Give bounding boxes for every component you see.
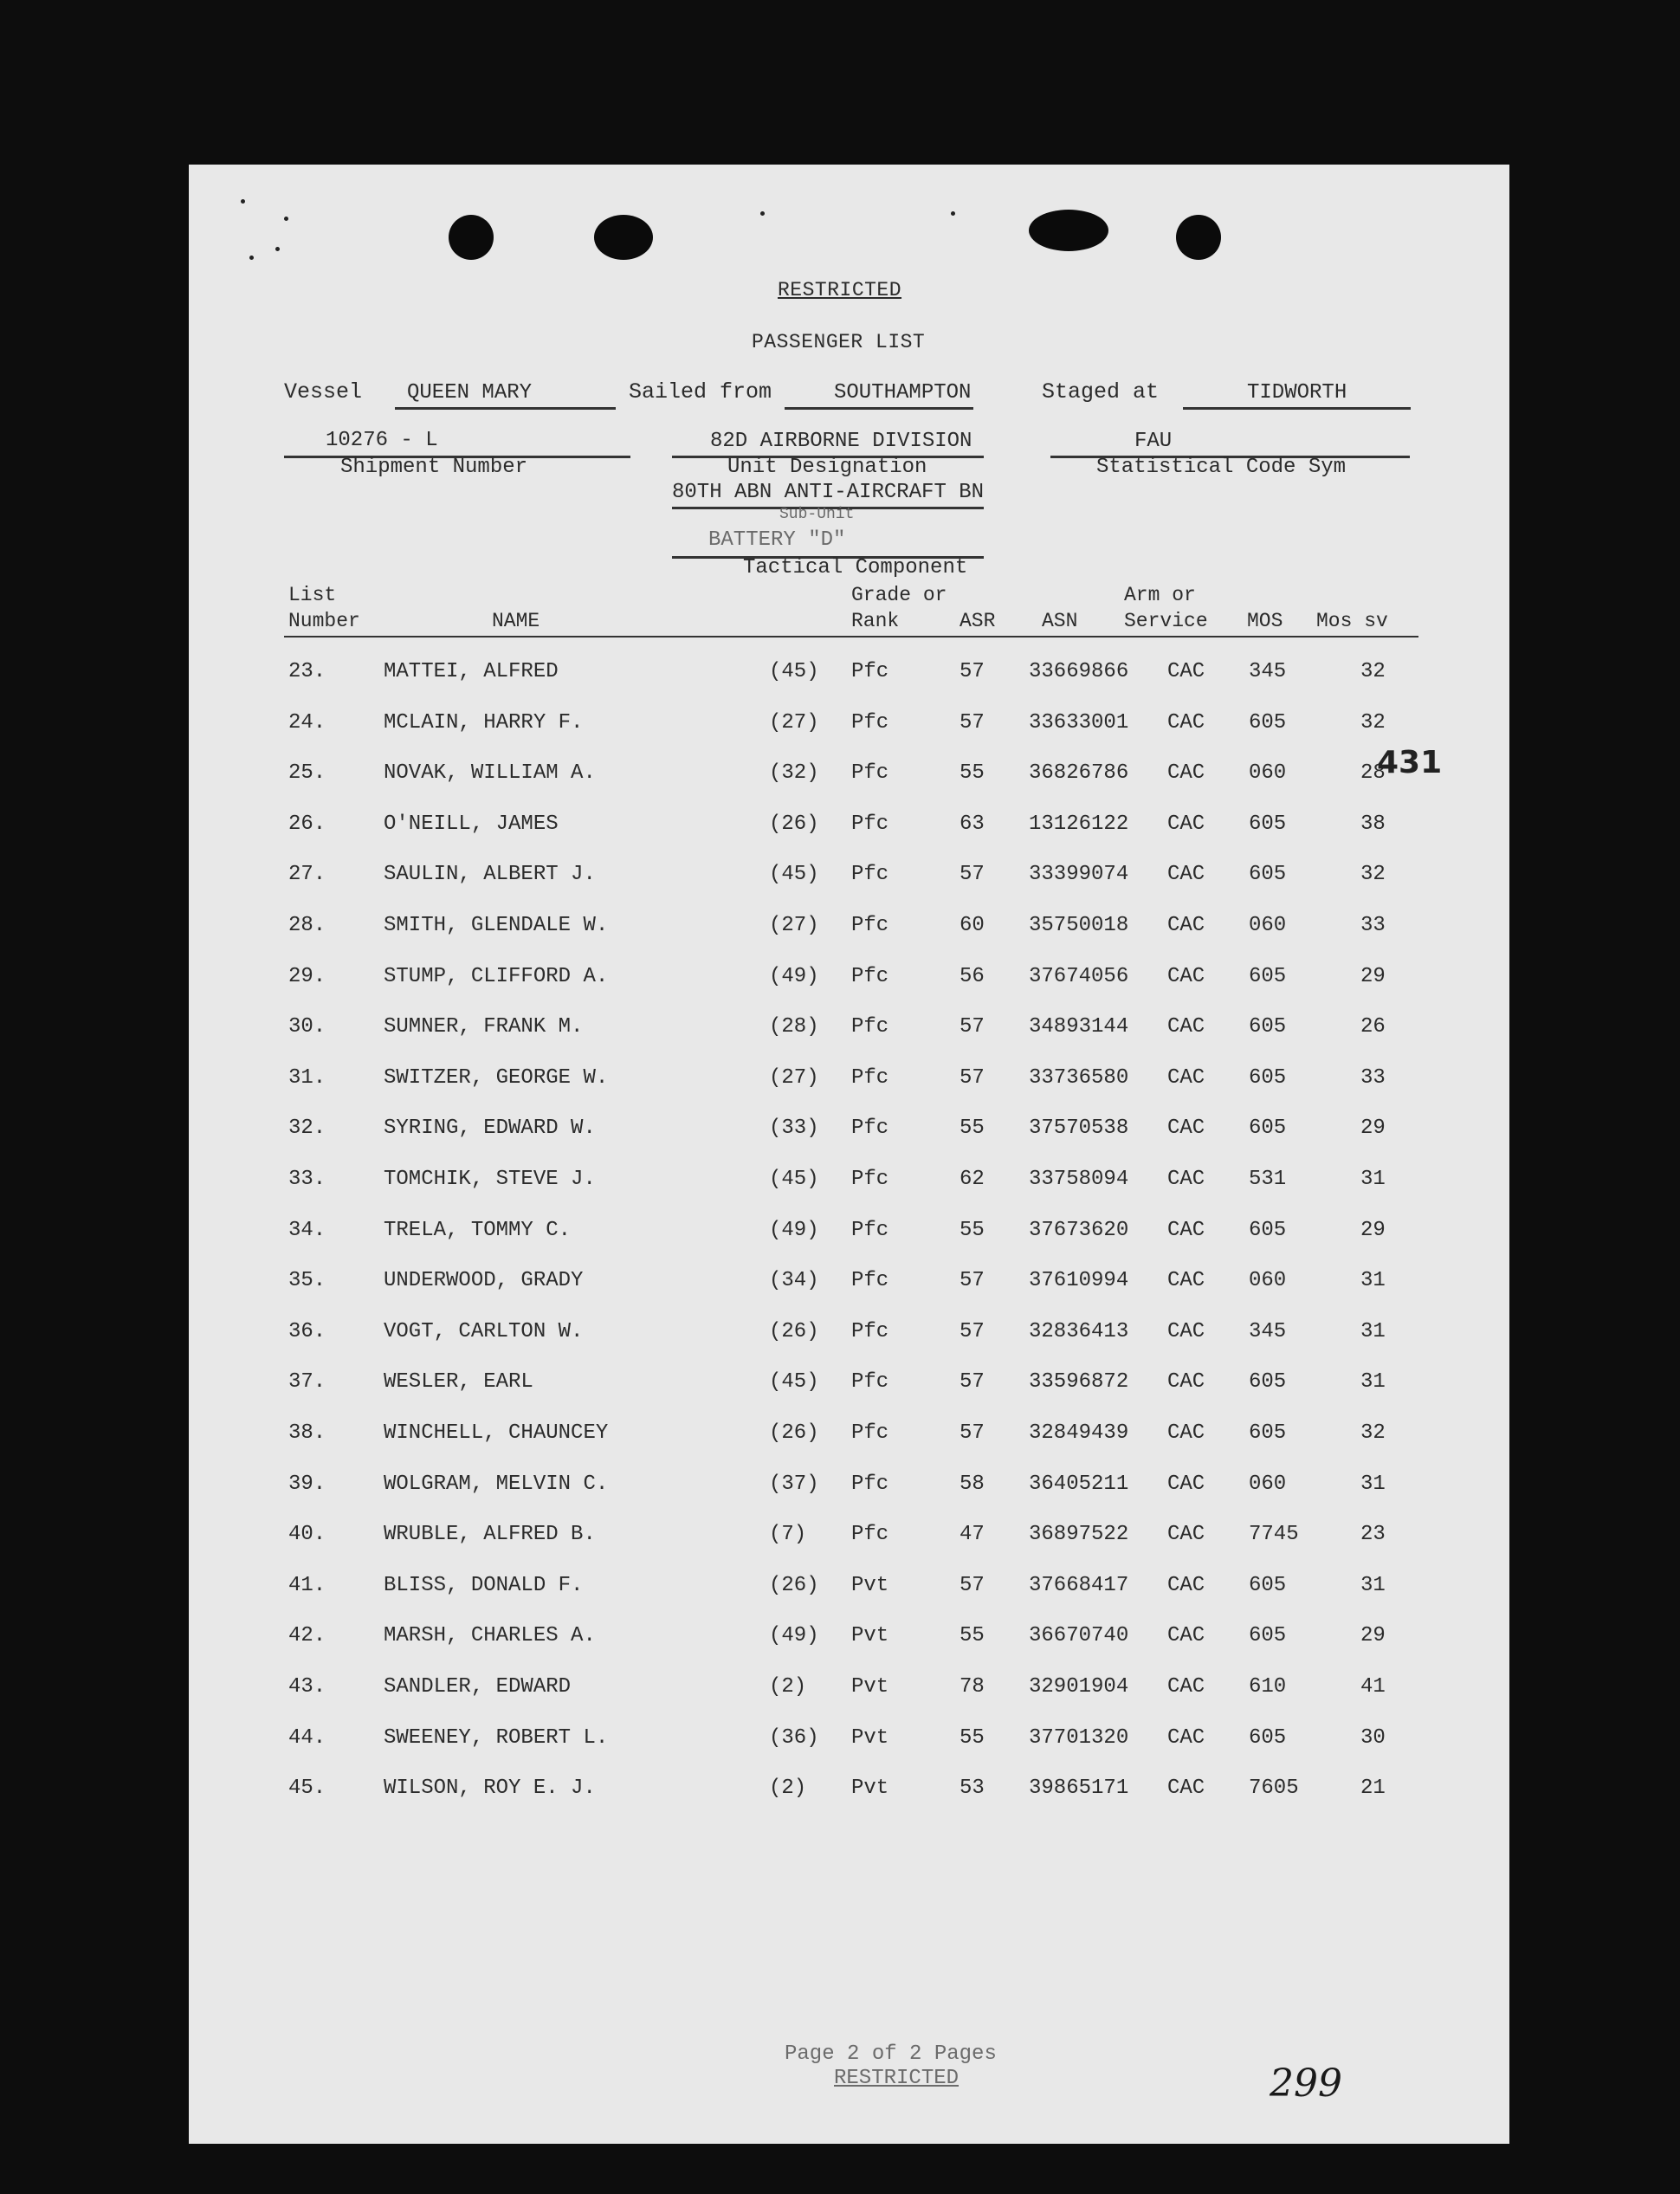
list-number-cell: 34. [288, 1218, 326, 1242]
sub-unit-label: Sub-Unit [779, 506, 855, 523]
table-row [189, 660, 1509, 695]
shipment-label: Shipment Number [340, 456, 528, 479]
rank-cell: Pfc [851, 914, 889, 937]
arm-cell: CAC [1167, 1777, 1205, 1801]
table-row [189, 1219, 1509, 1253]
classification-bottom: RESTRICTED [834, 2067, 960, 2090]
classification-top: RESTRICTED [778, 279, 902, 301]
list-number-cell: 33. [288, 1168, 326, 1191]
table-row [189, 1320, 1509, 1355]
document-page [189, 165, 1509, 2144]
arm-cell: CAC [1167, 1218, 1205, 1242]
age-cell: (45) [769, 1168, 819, 1191]
mos-cell: 605 [1249, 863, 1287, 887]
arm-cell: CAC [1167, 761, 1205, 786]
asn-cell: 33669866 [1029, 660, 1129, 683]
rank-cell: Pfc [851, 1168, 889, 1191]
mos-cell: 345 [1249, 660, 1287, 683]
staged-label: Staged at [1042, 379, 1160, 404]
table-row [189, 812, 1509, 847]
age-cell: (36) [769, 1725, 819, 1750]
list-number-cell: 38. [288, 1421, 326, 1445]
table-row [189, 863, 1509, 897]
stat-code-value: FAU [1134, 430, 1173, 453]
mos-sv-cell: 32 [1360, 863, 1386, 887]
name-cell: WESLER, EARL [384, 1370, 533, 1395]
punch-hole [594, 215, 653, 260]
name-cell: UNDERWOOD, GRADY [384, 1269, 584, 1293]
mos-cell: 605 [1249, 1421, 1287, 1445]
asn-cell: 32901904 [1029, 1675, 1129, 1699]
mos-sv-cell: 30 [1360, 1725, 1386, 1750]
asn-cell: 33399074 [1029, 863, 1129, 887]
mos-cell: 605 [1249, 1116, 1287, 1141]
asn-cell: 32849439 [1029, 1421, 1129, 1445]
unit-value: 82D AIRBORNE DIVISION [710, 430, 972, 453]
mos-sv-cell: 32 [1360, 1421, 1386, 1445]
name-cell: TRELA, TOMMY C. [384, 1218, 572, 1242]
asn-cell: 36897522 [1029, 1523, 1129, 1547]
sailed-value: SOUTHAMPTON [834, 381, 972, 404]
col-header-grade: Grade or Rank [851, 584, 947, 632]
rank-cell: Pvt [851, 1624, 889, 1648]
age-cell: (37) [769, 1472, 819, 1496]
name-cell: MCLAIN, HARRY F. [384, 710, 584, 735]
page-title: PASSENGER LIST [752, 331, 926, 353]
mos-sv-cell: 33 [1360, 914, 1386, 937]
name-cell: WOLGRAM, MELVIN C. [384, 1472, 609, 1496]
shipment-number: 10276 - L [326, 429, 438, 452]
name-cell: SYRING, EDWARD W. [384, 1116, 596, 1141]
name-cell: SWEENEY, ROBERT L. [384, 1725, 609, 1750]
list-number-cell: 37. [288, 1370, 326, 1395]
staged-value: TIDWORTH [1247, 381, 1347, 404]
asr-cell: 55 [960, 1116, 985, 1141]
name-cell: NOVAK, WILLIAM A. [384, 761, 596, 786]
age-cell: (26) [769, 1421, 819, 1445]
list-number-cell: 43. [288, 1675, 326, 1699]
asn-cell: 36670740 [1029, 1624, 1129, 1648]
asr-cell: 57 [960, 1065, 985, 1090]
age-cell: (45) [769, 1370, 819, 1395]
rank-cell: Pfc [851, 710, 889, 735]
punch-hole [449, 215, 494, 260]
mos-sv-cell: 29 [1360, 1218, 1386, 1242]
asn-cell: 37674056 [1029, 964, 1129, 988]
asr-cell: 55 [960, 1218, 985, 1242]
asn-cell: 37610994 [1029, 1269, 1129, 1293]
rank-cell: Pfc [851, 1015, 889, 1039]
mos-sv-cell: 31 [1360, 1168, 1386, 1191]
rank-cell: Pfc [851, 812, 889, 836]
col-header-asr: ASR [960, 610, 996, 632]
age-cell: (28) [769, 1015, 819, 1039]
asr-cell: 60 [960, 914, 985, 937]
asn-cell: 32836413 [1029, 1319, 1129, 1343]
asn-cell: 33758094 [1029, 1168, 1129, 1191]
asn-cell: 35750018 [1029, 914, 1129, 937]
unit-label: Unit Designation [727, 456, 927, 479]
name-cell: SUMNER, FRANK M. [384, 1015, 584, 1039]
punch-hole [1029, 210, 1108, 251]
asr-cell: 62 [960, 1168, 985, 1191]
rank-cell: Pfc [851, 1472, 889, 1496]
mos-cell: 605 [1249, 1065, 1287, 1090]
mos-cell: 605 [1249, 1015, 1287, 1039]
mos-sv-cell: 32 [1360, 660, 1386, 683]
table-row [189, 1777, 1509, 1811]
mos-cell: 7745 [1249, 1523, 1299, 1547]
table-row [189, 1726, 1509, 1761]
mos-sv-cell: 32 [1360, 710, 1386, 735]
rank-cell: Pfc [851, 1370, 889, 1395]
asn-cell: 37570538 [1029, 1116, 1129, 1141]
mos-sv-cell: 31 [1360, 1319, 1386, 1343]
asr-cell: 47 [960, 1523, 985, 1547]
name-cell: WINCHELL, CHAUNCEY [384, 1421, 609, 1445]
table-row [189, 965, 1509, 1000]
battery-value: BATTERY "D" [708, 528, 846, 552]
mos-sv-cell: 31 [1360, 1269, 1386, 1293]
age-cell: (32) [769, 761, 819, 786]
name-cell: O'NEILL, JAMES [384, 812, 559, 836]
asr-cell: 55 [960, 1725, 985, 1750]
rank-cell: Pvt [851, 1573, 889, 1597]
col-header-arm: Arm or Service [1124, 584, 1208, 632]
table-row [189, 1168, 1509, 1202]
name-cell: SAULIN, ALBERT J. [384, 863, 596, 887]
asr-cell: 57 [960, 1269, 985, 1293]
asn-cell: 36405211 [1029, 1472, 1129, 1496]
mos-sv-cell: 31 [1360, 1573, 1386, 1597]
age-cell: (2) [769, 1675, 807, 1699]
arm-cell: CAC [1167, 1370, 1205, 1395]
asn-cell: 37668417 [1029, 1573, 1129, 1597]
mos-sv-cell: 29 [1360, 1624, 1386, 1648]
asr-cell: 57 [960, 1015, 985, 1039]
list-number-cell: 40. [288, 1523, 326, 1547]
mos-cell: 345 [1249, 1319, 1287, 1343]
table-row [189, 1523, 1509, 1557]
age-cell: (45) [769, 660, 819, 683]
mos-cell: 605 [1249, 1218, 1287, 1242]
col-header-mos: MOS [1247, 610, 1283, 632]
page-count: Page 2 of 2 Pages [785, 2042, 997, 2066]
age-cell: (45) [769, 863, 819, 887]
arm-cell: CAC [1167, 1116, 1205, 1141]
table-row [189, 914, 1509, 948]
rank-cell: Pfc [851, 1269, 889, 1293]
asr-cell: 55 [960, 1624, 985, 1648]
arm-cell: CAC [1167, 914, 1205, 937]
age-cell: (33) [769, 1116, 819, 1141]
col-header-mos-sv: Mos sv [1316, 610, 1388, 632]
asr-cell: 53 [960, 1777, 985, 1801]
list-number-cell: 23. [288, 660, 326, 683]
mos-cell: 610 [1249, 1675, 1287, 1699]
mos-sv-cell: 41 [1360, 1675, 1386, 1699]
age-cell: (34) [769, 1269, 819, 1293]
arm-cell: CAC [1167, 1725, 1205, 1750]
asr-cell: 57 [960, 863, 985, 887]
mos-sv-cell: 31 [1360, 1370, 1386, 1395]
age-cell: (7) [769, 1523, 807, 1547]
arm-cell: CAC [1167, 812, 1205, 836]
mos-sv-cell: 29 [1360, 964, 1386, 988]
table-row [189, 1370, 1509, 1405]
asr-cell: 56 [960, 964, 985, 988]
list-number-cell: 35. [288, 1269, 326, 1293]
asr-cell: 55 [960, 761, 985, 786]
list-number-cell: 26. [288, 812, 326, 836]
tactical-label: Tactical Component [743, 556, 968, 579]
table-row [189, 1574, 1509, 1608]
rank-cell: Pfc [851, 1065, 889, 1090]
asn-cell: 33633001 [1029, 710, 1129, 735]
mos-cell: 7605 [1249, 1777, 1299, 1801]
rank-cell: Pfc [851, 1421, 889, 1445]
table-row [189, 1472, 1509, 1507]
arm-cell: CAC [1167, 1015, 1205, 1039]
arm-cell: CAC [1167, 1421, 1205, 1445]
name-cell: STUMP, CLIFFORD A. [384, 964, 609, 988]
age-cell: (26) [769, 1573, 819, 1597]
asr-cell: 57 [960, 1573, 985, 1597]
mos-sv-cell: 31 [1360, 1472, 1386, 1496]
mos-sv-cell: 29 [1360, 1116, 1386, 1141]
rank-cell: Pfc [851, 1116, 889, 1141]
rank-cell: Pvt [851, 1675, 889, 1699]
mos-cell: 605 [1249, 1725, 1287, 1750]
table-row [189, 1015, 1509, 1050]
table-row [189, 1675, 1509, 1710]
sub-unit-value: 80TH ABN ANTI-AIRCRAFT BN [672, 481, 985, 504]
table-row [189, 1269, 1509, 1304]
table-row [189, 1624, 1509, 1659]
mos-cell: 605 [1249, 710, 1287, 735]
rank-cell: Pfc [851, 1319, 889, 1343]
age-cell: (27) [769, 1065, 819, 1090]
asn-cell: 33736580 [1029, 1065, 1129, 1090]
table-row [189, 711, 1509, 746]
asn-cell: 36826786 [1029, 761, 1129, 786]
name-cell: SWITZER, GEORGE W. [384, 1065, 609, 1090]
table-row [189, 1421, 1509, 1456]
asr-cell: 57 [960, 1319, 985, 1343]
rank-cell: Pfc [851, 761, 889, 786]
name-cell: SMITH, GLENDALE W. [384, 914, 609, 937]
name-cell: VOGT, CARLTON W. [384, 1319, 584, 1343]
asn-cell: 13126122 [1029, 812, 1129, 836]
handwritten-page-number: 299 [1270, 2061, 1342, 2106]
name-cell: WRUBLE, ALFRED B. [384, 1523, 596, 1547]
list-number-cell: 32. [288, 1116, 326, 1141]
asn-cell: 37673620 [1029, 1218, 1129, 1242]
list-number-cell: 31. [288, 1065, 326, 1090]
rank-cell: Pfc [851, 1218, 889, 1242]
arm-cell: CAC [1167, 1472, 1205, 1496]
mos-cell: 605 [1249, 1573, 1287, 1597]
age-cell: (49) [769, 964, 819, 988]
asn-cell: 39865171 [1029, 1777, 1129, 1801]
asn-cell: 34893144 [1029, 1015, 1129, 1039]
list-number-cell: 42. [288, 1624, 326, 1648]
mos-cell: 060 [1249, 914, 1287, 937]
age-cell: (26) [769, 812, 819, 836]
vessel-value: QUEEN MARY [407, 381, 533, 404]
list-number-cell: 28. [288, 914, 326, 937]
arm-cell: CAC [1167, 1624, 1205, 1648]
stamp-number: 431 [1377, 745, 1443, 780]
name-cell: WILSON, ROY E. J. [384, 1777, 596, 1801]
arm-cell: CAC [1167, 964, 1205, 988]
rank-cell: Pfc [851, 964, 889, 988]
age-cell: (27) [769, 914, 819, 937]
mos-sv-cell: 38 [1360, 812, 1386, 836]
name-cell: BLISS, DONALD F. [384, 1573, 584, 1597]
arm-cell: CAC [1167, 1065, 1205, 1090]
table-row [189, 1116, 1509, 1151]
list-number-cell: 24. [288, 710, 326, 735]
list-number-cell: 44. [288, 1725, 326, 1750]
mos-sv-cell: 23 [1360, 1523, 1386, 1547]
name-cell: TOMCHIK, STEVE J. [384, 1168, 596, 1191]
age-cell: (26) [769, 1319, 819, 1343]
mos-sv-cell: 28 [1360, 761, 1386, 786]
name-cell: SANDLER, EDWARD [384, 1675, 572, 1699]
asn-cell: 33596872 [1029, 1370, 1129, 1395]
rank-cell: Pfc [851, 863, 889, 887]
mos-cell: 605 [1249, 1370, 1287, 1395]
mos-cell: 060 [1249, 1269, 1287, 1293]
arm-cell: CAC [1167, 1269, 1205, 1293]
vessel-label: Vessel [284, 379, 363, 404]
mos-cell: 060 [1249, 761, 1287, 786]
arm-cell: CAC [1167, 710, 1205, 735]
age-cell: (27) [769, 710, 819, 735]
age-cell: (49) [769, 1218, 819, 1242]
rank-cell: Pvt [851, 1725, 889, 1750]
punch-hole [1176, 215, 1221, 260]
mos-cell: 060 [1249, 1472, 1287, 1496]
asr-cell: 63 [960, 812, 985, 836]
asr-cell: 57 [960, 660, 985, 683]
asn-cell: 37701320 [1029, 1725, 1129, 1750]
mos-cell: 605 [1249, 964, 1287, 988]
rank-cell: Pfc [851, 1523, 889, 1547]
table-row [189, 761, 1509, 796]
age-cell: (2) [769, 1777, 807, 1801]
rank-cell: Pvt [851, 1777, 889, 1801]
list-number-cell: 39. [288, 1472, 326, 1496]
col-header-name: NAME [492, 610, 540, 632]
age-cell: (49) [769, 1624, 819, 1648]
list-number-cell: 45. [288, 1777, 326, 1801]
list-number-cell: 25. [288, 761, 326, 786]
stat-code-label: Statistical Code Sym [1096, 456, 1347, 479]
arm-cell: CAC [1167, 1573, 1205, 1597]
asr-cell: 57 [960, 1370, 985, 1395]
asr-cell: 78 [960, 1675, 985, 1699]
table-row [189, 1066, 1509, 1101]
arm-cell: CAC [1167, 660, 1205, 683]
mos-sv-cell: 26 [1360, 1015, 1386, 1039]
mos-sv-cell: 33 [1360, 1065, 1386, 1090]
asr-cell: 58 [960, 1472, 985, 1496]
list-number-cell: 41. [288, 1573, 326, 1597]
col-header-asn: ASN [1042, 610, 1078, 632]
list-number-cell: 30. [288, 1015, 326, 1039]
arm-cell: CAC [1167, 1319, 1205, 1343]
mos-cell: 605 [1249, 1624, 1287, 1648]
name-cell: MATTEI, ALFRED [384, 660, 559, 683]
arm-cell: CAC [1167, 1523, 1205, 1547]
asr-cell: 57 [960, 710, 985, 735]
asr-cell: 57 [960, 1421, 985, 1445]
arm-cell: CAC [1167, 863, 1205, 887]
arm-cell: CAC [1167, 1168, 1205, 1191]
list-number-cell: 29. [288, 964, 326, 988]
mos-cell: 531 [1249, 1168, 1287, 1191]
sailed-label: Sailed from [629, 379, 772, 404]
list-number-cell: 36. [288, 1319, 326, 1343]
name-cell: MARSH, CHARLES A. [384, 1624, 596, 1648]
header-rule [284, 636, 1418, 637]
col-header-list-number: List Number [288, 584, 360, 632]
list-number-cell: 27. [288, 863, 326, 887]
mos-cell: 605 [1249, 812, 1287, 836]
arm-cell: CAC [1167, 1675, 1205, 1699]
mos-sv-cell: 21 [1360, 1777, 1386, 1801]
rank-cell: Pfc [851, 660, 889, 683]
